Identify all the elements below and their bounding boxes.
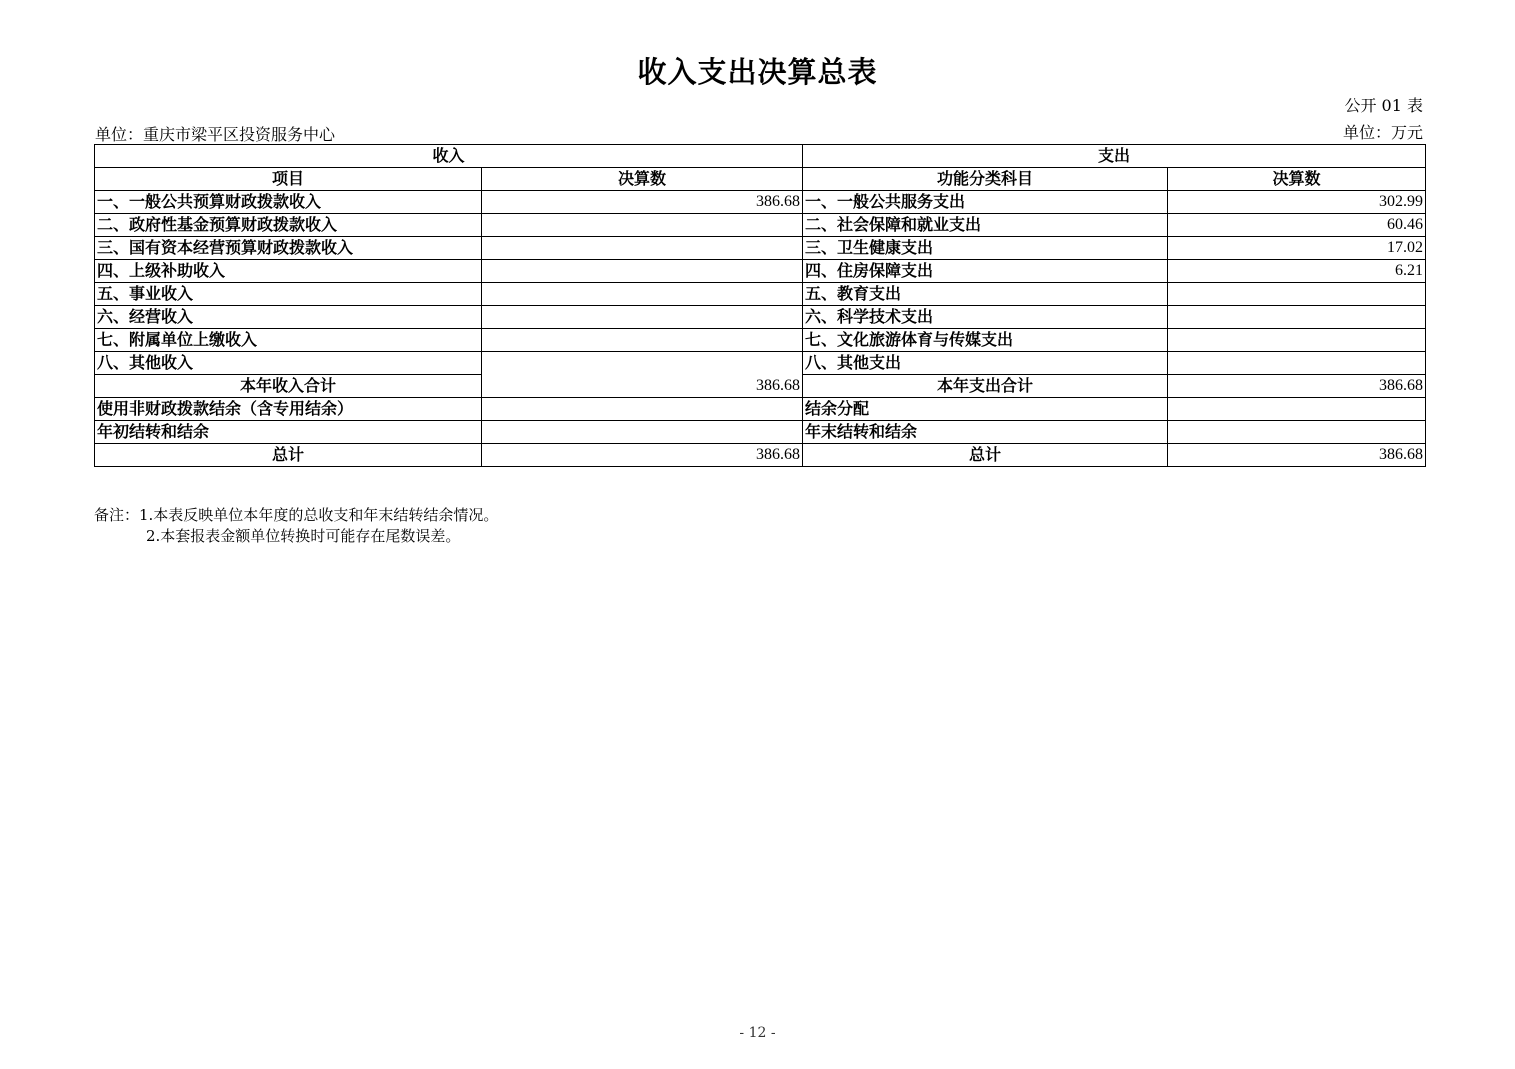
expense-subtotal-value: 386.68 [1168, 375, 1426, 398]
expense-total-value: 386.68 [1168, 444, 1426, 467]
expense-value [1168, 283, 1426, 306]
expense-value [1168, 398, 1426, 421]
income-total-value: 386.68 [482, 444, 803, 467]
income-label: 三、国有资本经营预算财政拨款收入 [95, 237, 482, 260]
table-row [95, 237, 1426, 260]
expense-total-label: 总计 [803, 444, 1168, 467]
expense-label: 三、卫生健康支出 [803, 237, 1168, 260]
income-amount-header: 决算数 [482, 168, 803, 191]
income-value [482, 283, 803, 306]
form-number: 公开 01 表 [1344, 96, 1423, 115]
expense-value: 60.46 [1168, 214, 1426, 237]
expense-subtotal-label: 本年支出合计 [803, 375, 1168, 398]
expense-label: 四、住房保障支出 [803, 260, 1168, 283]
expense-label: 年末结转和结余 [803, 421, 1168, 444]
income-label: 五、事业收入 [95, 283, 482, 306]
table-row [95, 191, 1426, 214]
table-row [95, 329, 1426, 352]
expense-label: 八、其他支出 [803, 352, 1168, 375]
income-value [482, 260, 803, 283]
page-title: 收入支出决算总表 [637, 55, 878, 89]
table-header-row-2 [95, 168, 1426, 191]
income-label: 六、经营收入 [95, 306, 482, 329]
note-line-2: 2.本套报表金额单位转换时可能存在尾数误差。 [146, 527, 461, 545]
table-header-row-1 [95, 145, 1426, 168]
expense-label: 七、文化旅游体育与传媒支出 [803, 329, 1168, 352]
table-row [95, 352, 1426, 375]
expense-value [1168, 329, 1426, 352]
income-item-header: 项目 [95, 168, 482, 191]
table-row [95, 260, 1426, 283]
income-subtotal-value: 386.68 [482, 352, 803, 398]
income-value [482, 237, 803, 260]
income-label: 七、附属单位上缴收入 [95, 329, 482, 352]
expense-value [1168, 306, 1426, 329]
income-header: 收入 [95, 145, 803, 168]
expense-value: 17.02 [1168, 237, 1426, 260]
table-row [95, 306, 1426, 329]
income-label: 二、政府性基金预算财政拨款收入 [95, 214, 482, 237]
expense-amount-header: 决算数 [1168, 168, 1426, 191]
expense-header: 支出 [803, 145, 1426, 168]
table-row [95, 421, 1426, 444]
table-row [95, 214, 1426, 237]
income-label: 八、其他收入 [95, 352, 482, 375]
expense-item-header: 功能分类科目 [803, 168, 1168, 191]
note-line-1: 备注：1.本表反映单位本年度的总收支和年末结转结余情况。 [94, 506, 499, 524]
expense-label: 六、科学技术支出 [803, 306, 1168, 329]
expense-label: 二、社会保障和就业支出 [803, 214, 1168, 237]
notes [94, 505, 498, 547]
reporting-unit: 单位：重庆市梁平区投资服务中心 [95, 125, 336, 144]
income-label: 使用非财政拨款结余（含专用结余） [95, 398, 482, 421]
expense-value [1168, 352, 1426, 375]
income-total-label: 总计 [95, 444, 482, 467]
table-row [95, 283, 1426, 306]
income-value: 386.68 [482, 191, 803, 214]
expense-value: 6.21 [1168, 260, 1426, 283]
expense-value [1168, 421, 1426, 444]
income-subtotal-label: 本年收入合计 [95, 375, 482, 398]
expense-value: 302.99 [1168, 191, 1426, 214]
expense-label: 结余分配 [803, 398, 1168, 421]
income-value [482, 214, 803, 237]
table-row [95, 398, 1426, 421]
expense-label: 五、教育支出 [803, 283, 1168, 306]
summary-table [94, 144, 1426, 467]
income-label: 一、一般公共预算财政拨款收入 [95, 191, 482, 214]
income-value [482, 329, 803, 352]
page-number: - 12 - [739, 1025, 776, 1041]
income-value [482, 421, 803, 444]
currency-unit: 单位：万元 [1342, 123, 1423, 142]
income-label: 四、上级补助收入 [95, 260, 482, 283]
total-row [95, 444, 1426, 467]
income-value [482, 306, 803, 329]
expense-label: 一、一般公共服务支出 [803, 191, 1168, 214]
income-value [482, 398, 803, 421]
income-label: 年初结转和结余 [95, 421, 482, 444]
